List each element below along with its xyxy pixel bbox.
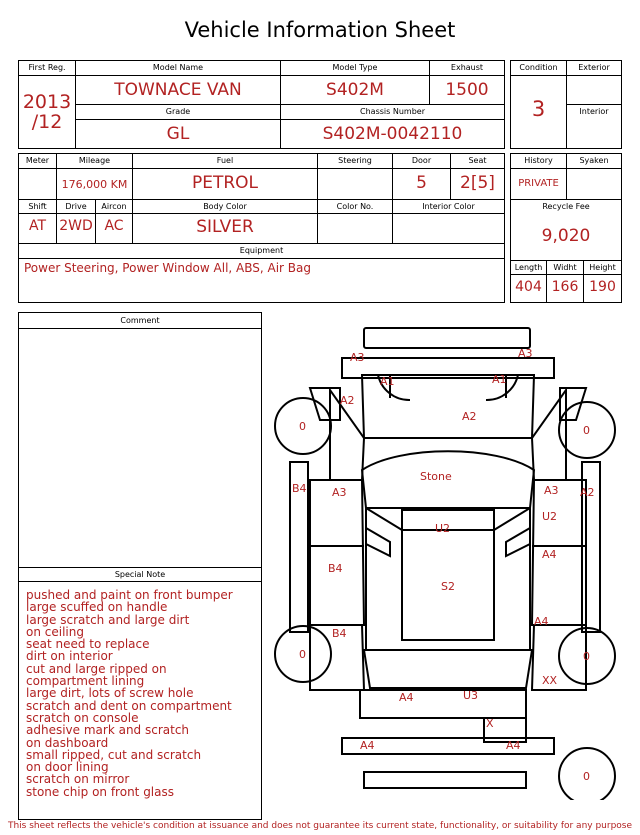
- length-label: Length: [514, 263, 543, 272]
- exterior-label: Exterior: [578, 63, 610, 72]
- mark-a4-bumper-left: A4: [360, 739, 375, 752]
- model-name-label: Model Name: [152, 63, 204, 72]
- note-line: stone chip on front glass: [26, 784, 175, 799]
- vehicle-spec-table: [18, 153, 505, 303]
- grade-value: GL: [166, 124, 190, 144]
- first-reg-year: 2013: [22, 91, 72, 113]
- chassis-label: Chassis Number: [360, 107, 425, 116]
- exhaust-value: 1500: [445, 80, 489, 100]
- mark-a4-right-bottom: A4: [534, 615, 549, 628]
- note-line: on door lining: [26, 760, 109, 775]
- first-reg-month: /12: [31, 111, 63, 133]
- grade-label: Grade: [165, 107, 191, 116]
- tire-front-left-value: 0: [299, 420, 306, 433]
- equipment-value: Power Steering, Power Window All, ABS, Air Bag: [24, 261, 312, 275]
- mark-x: X: [486, 717, 494, 730]
- note-line: dirt on interior: [26, 649, 113, 664]
- aircon-label: Aircon: [101, 202, 127, 211]
- mark-u2-right: U2: [542, 510, 558, 523]
- meter-label: Meter: [25, 156, 50, 165]
- note-line: small ripped, cut and scratch: [26, 747, 202, 762]
- mark-b4-left: B4: [292, 482, 307, 495]
- color-no-label: Color No.: [336, 202, 374, 211]
- drive-value: 2WD: [59, 218, 93, 234]
- note-line: large scuffed on handle: [26, 600, 168, 615]
- condition-label: Condition: [519, 63, 558, 72]
- history-table: [510, 153, 622, 303]
- mark-a4-right-top: A4: [542, 548, 557, 561]
- body-color-value: SILVER: [196, 217, 254, 237]
- door-value: 5: [416, 173, 427, 193]
- fuel-value: PETROL: [191, 173, 259, 193]
- mark-u3: U3: [463, 689, 479, 702]
- model-name-value: TOWNACE VAN: [114, 80, 242, 100]
- note-line: seat need to replace: [26, 637, 150, 652]
- tire-front-right-value: 0: [583, 424, 590, 437]
- mark-a1-left: A1: [380, 375, 395, 388]
- mark-xx: XX: [542, 674, 558, 687]
- disclaimer-footer: This sheet reflects the vehicle's condition at issuance and does not guarantee its current state, functionality, or suitability for any purpose: [7, 821, 633, 831]
- first-reg-label: First Reg.: [28, 63, 66, 72]
- mark-a2-hood-left: A2: [340, 394, 355, 407]
- mark-s2: S2: [441, 580, 455, 593]
- height-value: 190: [589, 279, 616, 295]
- drive-label: Drive: [65, 202, 87, 211]
- note-line: large dirt, lots of screw hole: [26, 686, 194, 701]
- mark-b4-rear: B4: [332, 627, 347, 640]
- chassis-value: S402M-0042110: [322, 124, 463, 144]
- spare-tire-value: 0: [583, 770, 590, 783]
- steering-label: Steering: [338, 156, 372, 165]
- note-line: compartment lining: [26, 674, 145, 689]
- mark-a3-right: A3: [518, 347, 533, 360]
- note-line: cut and large ripped on: [26, 661, 167, 676]
- shift-label: Shift: [28, 202, 47, 211]
- condition-value: 3: [531, 97, 546, 121]
- shift-value: AT: [28, 218, 47, 234]
- mark-a4-bumper-right: A4: [506, 739, 521, 752]
- history-label: History: [524, 156, 553, 165]
- note-line: scratch on console: [26, 710, 139, 725]
- mark-u2-center: U2: [435, 522, 451, 535]
- seat-label: Seat: [468, 156, 487, 165]
- note-line: large scratch and large dirt: [26, 612, 190, 627]
- note-line: scratch and dent on compartment: [26, 698, 232, 713]
- sheet-title: Vehicle Information Sheet: [184, 18, 456, 42]
- comment-label: Comment: [120, 316, 160, 325]
- note-line: on dashboard: [26, 735, 109, 750]
- mark-a2-hood: A2: [462, 410, 477, 423]
- mark-stone: Stone: [420, 470, 452, 483]
- interior-color-label: Interior Color: [422, 202, 475, 211]
- note-line: scratch on mirror: [26, 772, 130, 787]
- history-value: PRIVATE: [518, 178, 559, 189]
- mark-a4-rear: A4: [399, 691, 414, 704]
- model-type-label: Model Type: [332, 63, 378, 72]
- special-note-list: [26, 589, 233, 798]
- mark-a1-right: A1: [492, 373, 507, 386]
- tire-rear-left-value: 0: [299, 648, 306, 661]
- note-line: pushed and paint on front bumper: [26, 588, 233, 602]
- exhaust-label: Exhaust: [450, 63, 484, 72]
- seat-value: 2[5]: [460, 173, 495, 193]
- recycle-fee-label: Recycle Fee: [542, 202, 590, 211]
- fuel-label: Fuel: [216, 156, 234, 165]
- mark-b4-door: B4: [328, 562, 343, 575]
- mark-a3-door-right: A3: [544, 484, 559, 497]
- mileage-value: 176,000 KM: [61, 178, 128, 191]
- recycle-fee-value: 9,020: [541, 226, 591, 246]
- interior-label: Interior: [579, 107, 609, 116]
- syaken-label: Syaken: [579, 156, 609, 165]
- mark-a3-left: A3: [350, 351, 365, 364]
- model-type-value: S402M: [326, 80, 384, 100]
- tire-rear-right-value: 0: [583, 650, 590, 663]
- mileage-label: Mileage: [78, 156, 111, 165]
- height-label: Height: [589, 263, 616, 272]
- width-label: Widht: [553, 263, 577, 272]
- length-value: 404: [515, 279, 542, 295]
- condition-table: [510, 60, 622, 149]
- special-note-label: Special Note: [114, 570, 166, 579]
- note-line: on ceiling: [26, 624, 84, 639]
- width-value: 166: [551, 279, 579, 295]
- note-line: adhesive mark and scratch: [26, 723, 190, 738]
- aircon-value: AC: [104, 218, 124, 234]
- equipment-label: Equipment: [239, 246, 284, 255]
- body-color-label: Body Color: [203, 202, 247, 211]
- comment-box: [18, 312, 262, 820]
- vehicle-main-table: [18, 60, 505, 149]
- mark-a2-right: A2: [580, 486, 595, 499]
- vehicle-damage-diagram: [270, 320, 630, 800]
- door-label: Door: [411, 156, 432, 165]
- mark-a3-door-left: A3: [332, 486, 347, 499]
